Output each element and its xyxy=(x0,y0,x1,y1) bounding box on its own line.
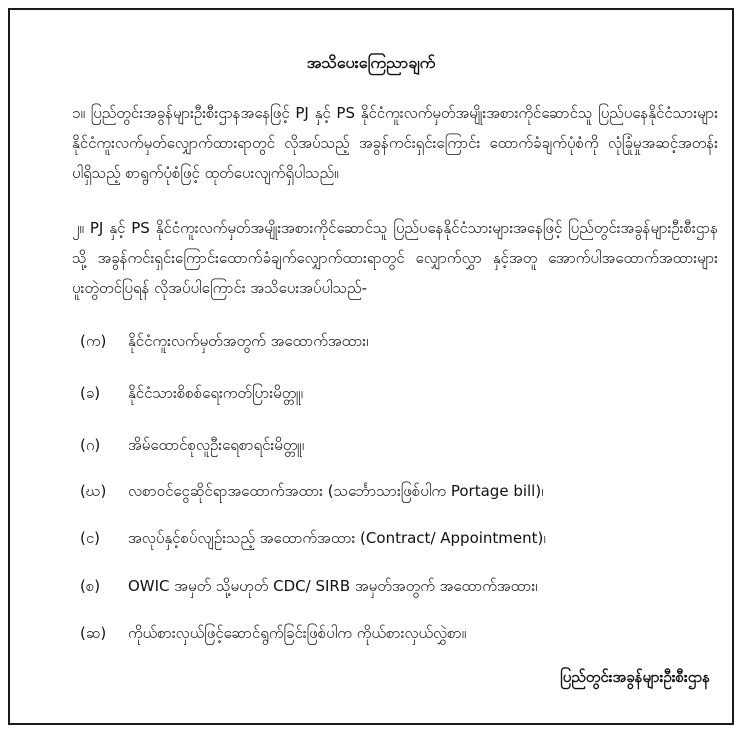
list-item-text: အလုပ်နှင့်စပ်လျဉ်းသည့် အထောက်အထား (Contract/ Appointment)၊ xyxy=(128,529,546,547)
list-item xyxy=(80,328,720,354)
signature-department: ပြည်တွင်းအခွန်များဦးစီးဌာန xyxy=(560,668,710,686)
list-item-marker: (စ) xyxy=(80,577,101,595)
list-item-marker: (ခ) xyxy=(80,384,101,402)
list-item-text: ကိုယ်စားလှယ်ဖြင့်ဆောင်ရွက်ခြင်းဖြစ်ပါက ကိုယ်စားလှယ်လွှဲစာ။ xyxy=(128,624,467,642)
list-item-marker: (ဂ) xyxy=(80,436,101,454)
list-item-marker: (ဃ) xyxy=(80,482,107,500)
list-item xyxy=(80,620,720,646)
list-item-marker: (က) xyxy=(80,332,107,350)
list-item-text: လစာဝင်ငွေဆိုင်ရာအထောက်အထား (သင်္ဘောသားဖြစ်ပါက Portage bill)၊ xyxy=(128,482,544,500)
list-item-marker: (ဆ) xyxy=(80,624,107,642)
notice-title: အသိပေးကြေညာချက် xyxy=(306,53,436,72)
notice-paragraph-2: ၂။ PJ နှင့် PS နိုင်ငံကူးလက်မှတ်အမျိုးအစားကိုင်ဆောင်သူ ပြည်ပနေနိုင်ငံသားများအနေဖြင့် ပြည်တွင်းအခွန်များဦးစီးဌာနသို့ အခွန်ကင်းရှင်းကြောင်းထောက်ခံချက်လျှောက်ထားရာတွင် လျှောက်လွှာ နှင့်အတူ အောက်ပါအထောက်အထားများ ပူးတွဲတင်ပြရန် လိုအပ်ပါကြောင်း အသိပေးအပ်ပါသည်- xyxy=(72,219,718,297)
list-item-marker: (င) xyxy=(80,529,101,547)
list-item-text: နိုင်ငံကူးလက်မှတ်အတွက် အထောက်အထား၊ xyxy=(128,332,369,350)
list-item-text: နိုင်ငံသားစိစစ်ရေးကတ်ပြားမိတ္တူ၊ xyxy=(128,384,303,402)
list-item xyxy=(80,432,720,458)
list-item xyxy=(80,573,720,599)
notice-frame xyxy=(8,8,734,725)
list-item xyxy=(80,380,720,406)
list-item xyxy=(80,525,720,551)
notice-paragraph-1: ၁။ ပြည်တွင်းအခွန်များဦးစီးဌာနအနေဖြင့် PJ နှင့် PS နိုင်ငံကူးလက်မှတ်အမျိုးအစားကိုင်ဆောင်သူ ပြည်ပနေနိုင်ငံသားများ နိုင်ငံကူးလက်မှတ်လျှောက်ထားရာတွင် လိုအပ်သည့် အခွန်ကင်းရှင်းကြောင်း ထောက်ခံချက်ပုံစံကို လုံခြုံမှုအဆင့်အတန်းပါရှိသည့် စာရွက်ပုံစံဖြင့် ထုတ်ပေးလျက်ရှိပါသည်။ xyxy=(72,104,718,182)
list-item-text: OWIC အမှတ် သို့မဟုတ် CDC/ SIRB အမှတ်အတွက် အထောက်အထား၊ xyxy=(128,577,538,595)
list-item-text: အိမ်ထောင်စုလူဦးရေစာရင်းမိတ္တူ၊ xyxy=(128,436,305,454)
list-item xyxy=(80,478,720,504)
